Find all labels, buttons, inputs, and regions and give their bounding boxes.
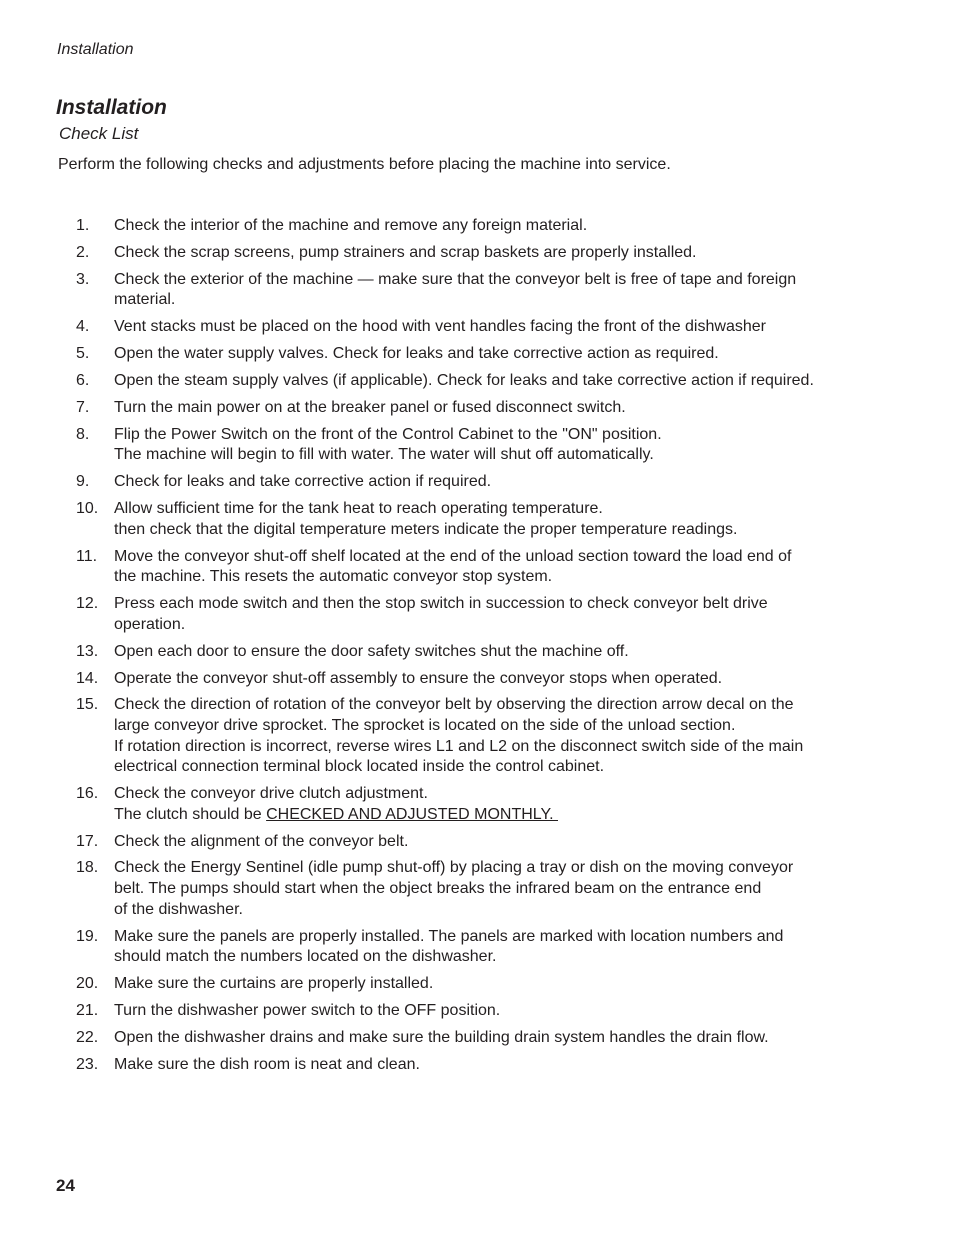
checklist-item	[76, 642, 876, 663]
intro-paragraph: Perform the following checks and adjustments before placing the machine into service.	[58, 156, 671, 173]
item-text	[114, 547, 876, 588]
item-number: 19.	[76, 927, 99, 945]
item-number: 8.	[76, 425, 90, 443]
item-text	[114, 1028, 876, 1049]
item-line: Vent stacks must be placed on the hood with vent handles facing the front of the dishwasher	[114, 318, 766, 336]
section-subtitle: Check List	[59, 124, 139, 143]
clutch-note-prefix: The clutch should be	[114, 805, 267, 823]
item-line: large conveyor drive sprocket. The sprocket is located on the side of the unload section.	[114, 717, 736, 735]
item-line: Check the alignment of the conveyor belt.	[114, 832, 409, 850]
item-line: Operate the conveyor shut-off assembly to ensure the conveyor stops when operated.	[114, 669, 723, 687]
item-number: 1.	[76, 217, 90, 234]
item-number: 17.	[76, 832, 99, 850]
item-number: 7.	[76, 398, 90, 416]
item-line: Make sure the panels are properly installed. The panels are marked with location numbers and	[114, 927, 784, 945]
item-number: 6.	[76, 372, 90, 390]
checklist-item	[76, 317, 876, 338]
item-line: Open the dishwasher drains and make sure the building drain system handles the drain flow.	[114, 1028, 769, 1046]
item-number: 22.	[76, 1028, 99, 1046]
running-header: Installation	[57, 41, 134, 58]
clutch-note-emphasis: CHECKED AND ADJUSTED MONTHLY.	[266, 805, 558, 823]
item-number: 4.	[76, 318, 90, 336]
item-number: 2.	[76, 243, 90, 261]
item-line: Open the steam supply valves (if applicable). Check for leaks and take corrective action if required.	[114, 372, 814, 390]
item-line: If rotation direction is incorrect, reverse wires L1 and L2 on the disconnect switch side of the main	[114, 737, 804, 755]
item-line: should match the numbers located on the dishwasher.	[114, 948, 497, 966]
checklist-item	[76, 270, 876, 311]
checklist-item	[76, 858, 876, 920]
checklist-item	[76, 216, 876, 237]
item-number: 16.	[76, 785, 99, 803]
item-number: 15.	[76, 696, 99, 714]
item-number: 21.	[76, 1001, 99, 1019]
item-line: Open the water supply valves. Check for leaks and take corrective action as required.	[114, 345, 719, 363]
page-number: 24	[56, 1176, 75, 1195]
item-line: Check the interior of the machine and remove any foreign material.	[114, 217, 588, 234]
item-text	[114, 216, 876, 237]
item-line: Move the conveyor shut-off shelf located at the end of the unload section toward the load end of	[114, 547, 792, 565]
checklist-item	[76, 1055, 876, 1076]
item-text	[114, 784, 876, 825]
item-number: 3.	[76, 270, 90, 288]
item-text	[114, 974, 876, 995]
item-line: Check the conveyor drive clutch adjustment.	[114, 785, 428, 803]
checklist-item	[76, 499, 876, 540]
item-line: Check for leaks and take corrective action if required.	[114, 473, 492, 491]
item-number: 12.	[76, 595, 99, 613]
item-text	[114, 1055, 876, 1076]
installation-checklist	[76, 216, 876, 1082]
item-number: 20.	[76, 975, 99, 993]
item-number: 11.	[76, 547, 98, 565]
item-line: Make sure the curtains are properly installed.	[114, 975, 434, 993]
item-line: the machine. This resets the automatic conveyor stop system.	[114, 568, 553, 586]
item-line: Check the exterior of the machine — make sure that the conveyor belt is free of tape and foreign	[114, 270, 797, 288]
item-number: 13.	[76, 642, 99, 660]
checklist-item	[76, 398, 876, 419]
item-text	[114, 669, 876, 690]
section-title: Installation	[56, 96, 167, 119]
item-line: electrical connection terminal block located inside the control cabinet.	[114, 758, 605, 776]
checklist-item	[76, 832, 876, 853]
item-line: Open each door to ensure the door safety switches shut the machine off.	[114, 642, 629, 660]
item-text	[114, 927, 876, 968]
item-line: Flip the Power Switch on the front of the Control Cabinet to the "ON" position.	[114, 425, 662, 443]
item-line: belt. The pumps should start when the object breaks the infrared beam on the entrance end	[114, 880, 762, 898]
item-number: 5.	[76, 345, 90, 363]
item-line: Press each mode switch and then the stop switch in succession to check conveyor belt drive	[114, 595, 768, 613]
item-text	[114, 270, 876, 311]
item-line: Allow sufficient time for the tank heat to reach operating temperature.	[114, 500, 603, 518]
item-text	[114, 858, 876, 920]
item-line: Check the direction of rotation of the conveyor belt by observing the direction arrow decal on the	[114, 696, 794, 714]
item-number: 23.	[76, 1055, 99, 1073]
item-text	[114, 425, 876, 466]
item-text	[114, 594, 876, 635]
item-text	[114, 371, 876, 392]
item-line: Turn the main power on at the breaker panel or fused disconnect switch.	[114, 398, 626, 416]
item-text	[114, 317, 876, 338]
item-text	[114, 1001, 876, 1022]
item-line: Make sure the dish room is neat and clean.	[114, 1055, 420, 1073]
item-number: 14.	[76, 669, 99, 687]
checklist-item	[76, 669, 876, 690]
checklist-item	[76, 974, 876, 995]
checklist-item	[76, 695, 876, 777]
item-line: material.	[114, 291, 176, 309]
item-line: Turn the dishwasher power switch to the OFF position.	[114, 1001, 501, 1019]
item-line: Check the Energy Sentinel (idle pump shut-off) by placing a tray or dish on the moving conveyor	[114, 859, 794, 877]
item-text	[114, 344, 876, 365]
item-text	[114, 642, 876, 663]
checklist-item	[76, 243, 876, 264]
item-text	[114, 832, 876, 853]
checklist-item	[76, 594, 876, 635]
item-text	[114, 243, 876, 264]
checklist-item	[76, 927, 876, 968]
item-line: of the dishwasher.	[114, 900, 243, 918]
item-number: 10.	[76, 500, 99, 518]
checklist-item	[76, 1001, 876, 1022]
checklist-item	[76, 1028, 876, 1049]
item-line: The machine will begin to fill with water. The water will shut off automatically.	[114, 446, 654, 464]
item-number: 9.	[76, 473, 90, 491]
checklist-item	[76, 547, 876, 588]
item-text	[114, 472, 876, 493]
item-text	[114, 695, 876, 777]
item-line: operation.	[114, 615, 186, 633]
item-line	[114, 805, 876, 826]
checklist-item	[76, 344, 876, 365]
item-line: Check the scrap screens, pump strainers and scrap baskets are properly installed.	[114, 243, 697, 261]
checklist-item	[76, 472, 876, 493]
item-text	[114, 398, 876, 419]
item-text	[114, 499, 876, 540]
checklist-item	[76, 371, 876, 392]
checklist-item	[76, 425, 876, 466]
checklist-item	[76, 784, 876, 825]
item-number: 18.	[76, 859, 99, 877]
item-line: then check that the digital temperature meters indicate the proper temperature readings.	[114, 520, 738, 538]
